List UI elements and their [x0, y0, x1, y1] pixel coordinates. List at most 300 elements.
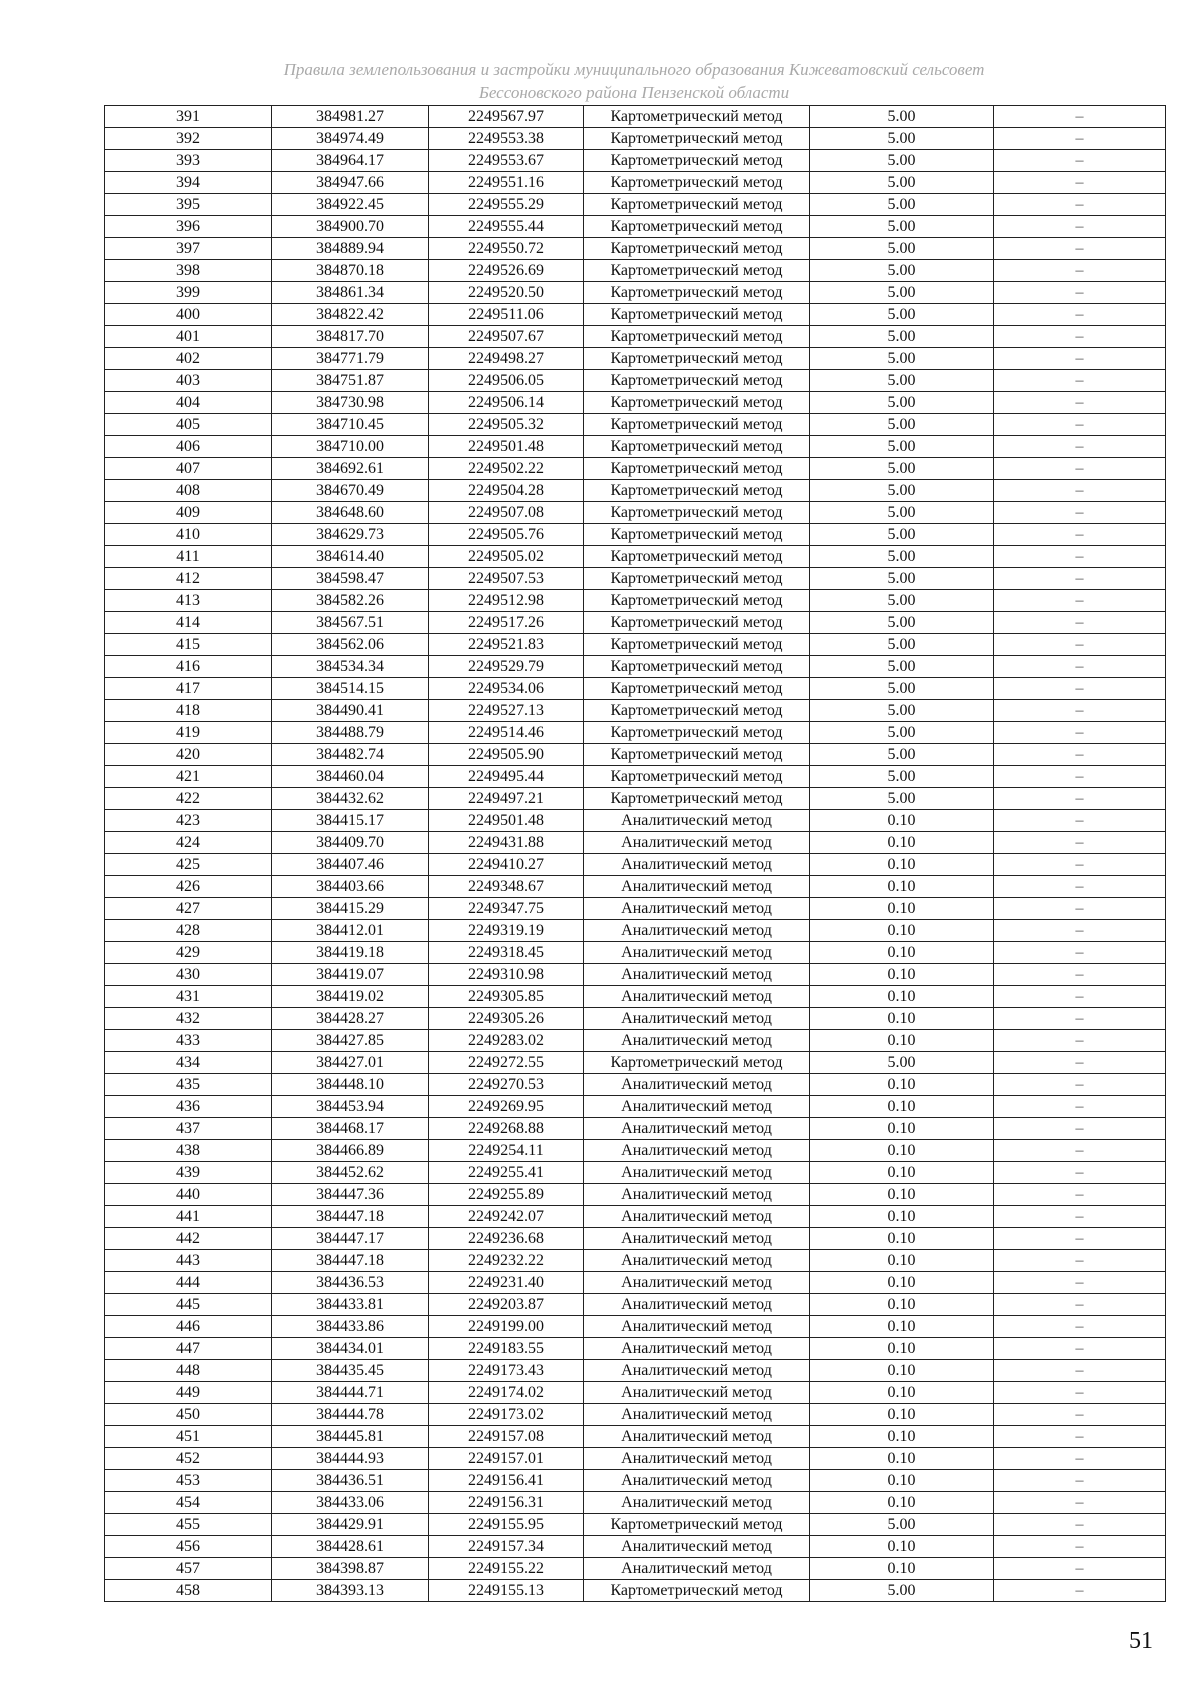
x-coordinate-cell: 384981.27 [272, 106, 429, 128]
accuracy-cell: 5.00 [810, 502, 994, 524]
y-coordinate-cell: 2249431.88 [429, 832, 584, 854]
x-coordinate-cell: 384447.17 [272, 1228, 429, 1250]
note-cell: – [994, 700, 1166, 722]
y-coordinate-cell: 2249495.44 [429, 766, 584, 788]
method-cell: Картометрический метод [584, 678, 810, 700]
accuracy-cell: 0.10 [810, 1492, 994, 1514]
y-coordinate-cell: 2249319.19 [429, 920, 584, 942]
accuracy-cell: 0.10 [810, 1118, 994, 1140]
y-coordinate-cell: 2249347.75 [429, 898, 584, 920]
method-cell: Картометрический метод [584, 568, 810, 590]
y-coordinate-cell: 2249236.68 [429, 1228, 584, 1250]
table-row [105, 260, 1166, 282]
note-cell: – [994, 788, 1166, 810]
accuracy-cell: 0.10 [810, 1426, 994, 1448]
table-row [105, 194, 1166, 216]
point-number-cell: 403 [105, 370, 272, 392]
x-coordinate-cell: 384433.06 [272, 1492, 429, 1514]
accuracy-cell: 0.10 [810, 1272, 994, 1294]
x-coordinate-cell: 384598.47 [272, 568, 429, 590]
x-coordinate-cell: 384974.49 [272, 128, 429, 150]
accuracy-cell: 0.10 [810, 920, 994, 942]
x-coordinate-cell: 384447.18 [272, 1206, 429, 1228]
table-row [105, 1316, 1166, 1338]
y-coordinate-cell: 2249173.02 [429, 1404, 584, 1426]
accuracy-cell: 5.00 [810, 1052, 994, 1074]
note-cell: – [994, 1118, 1166, 1140]
x-coordinate-cell: 384468.17 [272, 1118, 429, 1140]
table-row [105, 392, 1166, 414]
table-row [105, 1206, 1166, 1228]
note-cell: – [994, 920, 1166, 942]
table-row [105, 458, 1166, 480]
method-cell: Картометрический метод [584, 128, 810, 150]
point-number-cell: 425 [105, 854, 272, 876]
note-cell: – [994, 1580, 1166, 1602]
x-coordinate-cell: 384817.70 [272, 326, 429, 348]
y-coordinate-cell: 2249310.98 [429, 964, 584, 986]
y-coordinate-cell: 2249199.00 [429, 1316, 584, 1338]
note-cell: – [994, 106, 1166, 128]
x-coordinate-cell: 384432.62 [272, 788, 429, 810]
method-cell: Картометрический метод [584, 414, 810, 436]
accuracy-cell: 5.00 [810, 128, 994, 150]
method-cell: Аналитический метод [584, 1448, 810, 1470]
table-row [105, 634, 1166, 656]
point-number-cell: 435 [105, 1074, 272, 1096]
y-coordinate-cell: 2249305.85 [429, 986, 584, 1008]
accuracy-cell: 5.00 [810, 370, 994, 392]
accuracy-cell: 5.00 [810, 282, 994, 304]
table-row [105, 1382, 1166, 1404]
x-coordinate-cell: 384648.60 [272, 502, 429, 524]
x-coordinate-cell: 384567.51 [272, 612, 429, 634]
y-coordinate-cell: 2249501.48 [429, 436, 584, 458]
y-coordinate-cell: 2249232.22 [429, 1250, 584, 1272]
point-number-cell: 442 [105, 1228, 272, 1250]
accuracy-cell: 5.00 [810, 1514, 994, 1536]
y-coordinate-cell: 2249553.38 [429, 128, 584, 150]
method-cell: Картометрический метод [584, 502, 810, 524]
accuracy-cell: 0.10 [810, 1558, 994, 1580]
table-row [105, 1580, 1166, 1602]
table-row [105, 546, 1166, 568]
accuracy-cell: 5.00 [810, 392, 994, 414]
x-coordinate-cell: 384692.61 [272, 458, 429, 480]
x-coordinate-cell: 384415.17 [272, 810, 429, 832]
y-coordinate-cell: 2249173.43 [429, 1360, 584, 1382]
point-number-cell: 395 [105, 194, 272, 216]
x-coordinate-cell: 384482.74 [272, 744, 429, 766]
table-row [105, 1118, 1166, 1140]
note-cell: – [994, 568, 1166, 590]
accuracy-cell: 0.10 [810, 1074, 994, 1096]
table-row [105, 524, 1166, 546]
note-cell: – [994, 194, 1166, 216]
y-coordinate-cell: 2249527.13 [429, 700, 584, 722]
x-coordinate-cell: 384889.94 [272, 238, 429, 260]
table-row [105, 656, 1166, 678]
method-cell: Аналитический метод [584, 1492, 810, 1514]
table-row [105, 150, 1166, 172]
table-row [105, 172, 1166, 194]
accuracy-cell: 5.00 [810, 634, 994, 656]
method-cell: Аналитический метод [584, 1426, 810, 1448]
table-row [105, 1162, 1166, 1184]
y-coordinate-cell: 2249348.67 [429, 876, 584, 898]
accuracy-cell: 0.10 [810, 1228, 994, 1250]
note-cell: – [994, 1074, 1166, 1096]
table-row [105, 1052, 1166, 1074]
accuracy-cell: 5.00 [810, 700, 994, 722]
table-row [105, 678, 1166, 700]
table-row [105, 326, 1166, 348]
method-cell: Аналитический метод [584, 1206, 810, 1228]
point-number-cell: 417 [105, 678, 272, 700]
note-cell: – [994, 1272, 1166, 1294]
point-number-cell: 396 [105, 216, 272, 238]
accuracy-cell: 0.10 [810, 876, 994, 898]
point-number-cell: 421 [105, 766, 272, 788]
note-cell: – [994, 458, 1166, 480]
point-number-cell: 452 [105, 1448, 272, 1470]
method-cell: Аналитический метод [584, 1250, 810, 1272]
point-number-cell: 447 [105, 1338, 272, 1360]
table-row [105, 1272, 1166, 1294]
note-cell: – [994, 1382, 1166, 1404]
accuracy-cell: 5.00 [810, 106, 994, 128]
method-cell: Аналитический метод [584, 854, 810, 876]
accuracy-cell: 5.00 [810, 568, 994, 590]
accuracy-cell: 5.00 [810, 612, 994, 634]
accuracy-cell: 5.00 [810, 348, 994, 370]
table-row [105, 612, 1166, 634]
table-row [105, 1008, 1166, 1030]
point-number-cell: 430 [105, 964, 272, 986]
method-cell: Картометрический метод [584, 1514, 810, 1536]
point-number-cell: 397 [105, 238, 272, 260]
x-coordinate-cell: 384488.79 [272, 722, 429, 744]
x-coordinate-cell: 384427.85 [272, 1030, 429, 1052]
point-number-cell: 451 [105, 1426, 272, 1448]
table-row [105, 1360, 1166, 1382]
point-number-cell: 401 [105, 326, 272, 348]
point-number-cell: 444 [105, 1272, 272, 1294]
point-number-cell: 446 [105, 1316, 272, 1338]
note-cell: – [994, 1052, 1166, 1074]
x-coordinate-cell: 384751.87 [272, 370, 429, 392]
y-coordinate-cell: 2249529.79 [429, 656, 584, 678]
running-header [104, 58, 1164, 104]
y-coordinate-cell: 2249305.26 [429, 1008, 584, 1030]
x-coordinate-cell: 384412.01 [272, 920, 429, 942]
method-cell: Аналитический метод [584, 898, 810, 920]
table-row [105, 920, 1166, 942]
x-coordinate-cell: 384562.06 [272, 634, 429, 656]
point-number-cell: 419 [105, 722, 272, 744]
method-cell: Картометрический метод [584, 590, 810, 612]
x-coordinate-cell: 384436.53 [272, 1272, 429, 1294]
note-cell: – [994, 1360, 1166, 1382]
x-coordinate-cell: 384629.73 [272, 524, 429, 546]
point-number-cell: 398 [105, 260, 272, 282]
method-cell: Картометрический метод [584, 788, 810, 810]
x-coordinate-cell: 384393.13 [272, 1580, 429, 1602]
x-coordinate-cell: 384453.94 [272, 1096, 429, 1118]
method-cell: Картометрический метод [584, 656, 810, 678]
x-coordinate-cell: 384614.40 [272, 546, 429, 568]
x-coordinate-cell: 384433.86 [272, 1316, 429, 1338]
point-number-cell: 422 [105, 788, 272, 810]
note-cell: – [994, 634, 1166, 656]
point-number-cell: 431 [105, 986, 272, 1008]
y-coordinate-cell: 2249555.29 [429, 194, 584, 216]
accuracy-cell: 0.10 [810, 1294, 994, 1316]
accuracy-cell: 0.10 [810, 1096, 994, 1118]
table-row [105, 1514, 1166, 1536]
accuracy-cell: 5.00 [810, 722, 994, 744]
x-coordinate-cell: 384419.07 [272, 964, 429, 986]
point-number-cell: 443 [105, 1250, 272, 1272]
accuracy-cell: 0.10 [810, 942, 994, 964]
table-row [105, 1448, 1166, 1470]
x-coordinate-cell: 384514.15 [272, 678, 429, 700]
point-number-cell: 407 [105, 458, 272, 480]
point-number-cell: 410 [105, 524, 272, 546]
note-cell: – [994, 150, 1166, 172]
y-coordinate-cell: 2249183.55 [429, 1338, 584, 1360]
y-coordinate-cell: 2249504.28 [429, 480, 584, 502]
method-cell: Картометрический метод [584, 744, 810, 766]
note-cell: – [994, 590, 1166, 612]
y-coordinate-cell: 2249155.95 [429, 1514, 584, 1536]
y-coordinate-cell: 2249157.08 [429, 1426, 584, 1448]
note-cell: – [994, 524, 1166, 546]
running-header-line-2: Бессоновского района Пензенской области [478, 83, 790, 102]
note-cell: – [994, 436, 1166, 458]
table-row [105, 1074, 1166, 1096]
table-row [105, 1426, 1166, 1448]
point-number-cell: 439 [105, 1162, 272, 1184]
x-coordinate-cell: 384434.01 [272, 1338, 429, 1360]
point-number-cell: 416 [105, 656, 272, 678]
y-coordinate-cell: 2249157.01 [429, 1448, 584, 1470]
note-cell: – [994, 678, 1166, 700]
y-coordinate-cell: 2249521.83 [429, 634, 584, 656]
note-cell: – [994, 326, 1166, 348]
method-cell: Картометрический метод [584, 194, 810, 216]
point-number-cell: 450 [105, 1404, 272, 1426]
table-row [105, 238, 1166, 260]
page-number: 51 [1129, 1628, 1153, 1654]
method-cell: Картометрический метод [584, 282, 810, 304]
note-cell: – [994, 1184, 1166, 1206]
point-number-cell: 404 [105, 392, 272, 414]
method-cell: Аналитический метод [584, 1338, 810, 1360]
point-number-cell: 426 [105, 876, 272, 898]
method-cell: Аналитический метод [584, 1360, 810, 1382]
accuracy-cell: 5.00 [810, 216, 994, 238]
table-row [105, 1558, 1166, 1580]
point-number-cell: 455 [105, 1514, 272, 1536]
y-coordinate-cell: 2249555.44 [429, 216, 584, 238]
note-cell: – [994, 1162, 1166, 1184]
table-row [105, 1294, 1166, 1316]
table-row [105, 964, 1166, 986]
x-coordinate-cell: 384900.70 [272, 216, 429, 238]
table-row [105, 1338, 1166, 1360]
table-row [105, 1250, 1166, 1272]
accuracy-cell: 5.00 [810, 172, 994, 194]
method-cell: Картометрический метод [584, 436, 810, 458]
note-cell: – [994, 1030, 1166, 1052]
y-coordinate-cell: 2249268.88 [429, 1118, 584, 1140]
x-coordinate-cell: 384771.79 [272, 348, 429, 370]
x-coordinate-cell: 384415.29 [272, 898, 429, 920]
point-number-cell: 433 [105, 1030, 272, 1052]
point-number-cell: 394 [105, 172, 272, 194]
x-coordinate-cell: 384861.34 [272, 282, 429, 304]
table-row [105, 854, 1166, 876]
table-row [105, 370, 1166, 392]
note-cell: – [994, 216, 1166, 238]
y-coordinate-cell: 2249517.26 [429, 612, 584, 634]
note-cell: – [994, 128, 1166, 150]
note-cell: – [994, 656, 1166, 678]
note-cell: – [994, 502, 1166, 524]
method-cell: Аналитический метод [584, 1536, 810, 1558]
note-cell: – [994, 414, 1166, 436]
x-coordinate-cell: 384466.89 [272, 1140, 429, 1162]
x-coordinate-cell: 384419.18 [272, 942, 429, 964]
accuracy-cell: 5.00 [810, 480, 994, 502]
y-coordinate-cell: 2249497.21 [429, 788, 584, 810]
accuracy-cell: 0.10 [810, 1404, 994, 1426]
note-cell: – [994, 392, 1166, 414]
point-number-cell: 445 [105, 1294, 272, 1316]
method-cell: Картометрический метод [584, 524, 810, 546]
accuracy-cell: 0.10 [810, 1140, 994, 1162]
note-cell: – [994, 370, 1166, 392]
accuracy-cell: 5.00 [810, 744, 994, 766]
table-row [105, 1096, 1166, 1118]
note-cell: – [994, 722, 1166, 744]
y-coordinate-cell: 2249283.02 [429, 1030, 584, 1052]
accuracy-cell: 0.10 [810, 1382, 994, 1404]
accuracy-cell: 0.10 [810, 1536, 994, 1558]
x-coordinate-cell: 384428.27 [272, 1008, 429, 1030]
point-number-cell: 456 [105, 1536, 272, 1558]
method-cell: Аналитический метод [584, 1096, 810, 1118]
accuracy-cell: 0.10 [810, 854, 994, 876]
point-number-cell: 437 [105, 1118, 272, 1140]
accuracy-cell: 0.10 [810, 832, 994, 854]
point-number-cell: 448 [105, 1360, 272, 1382]
x-coordinate-cell: 384710.00 [272, 436, 429, 458]
method-cell: Картометрический метод [584, 766, 810, 788]
method-cell: Картометрический метод [584, 700, 810, 722]
table-row [105, 700, 1166, 722]
y-coordinate-cell: 2249551.16 [429, 172, 584, 194]
point-number-cell: 402 [105, 348, 272, 370]
table-row [105, 128, 1166, 150]
note-cell: – [994, 854, 1166, 876]
coordinates-table [104, 105, 1166, 1602]
x-coordinate-cell: 384452.62 [272, 1162, 429, 1184]
accuracy-cell: 5.00 [810, 766, 994, 788]
table-row [105, 876, 1166, 898]
x-coordinate-cell: 384490.41 [272, 700, 429, 722]
y-coordinate-cell: 2249155.13 [429, 1580, 584, 1602]
y-coordinate-cell: 2249155.22 [429, 1558, 584, 1580]
point-number-cell: 436 [105, 1096, 272, 1118]
accuracy-cell: 5.00 [810, 546, 994, 568]
note-cell: – [994, 1426, 1166, 1448]
note-cell: – [994, 480, 1166, 502]
note-cell: – [994, 1206, 1166, 1228]
note-cell: – [994, 172, 1166, 194]
table-row [105, 436, 1166, 458]
note-cell: – [994, 1294, 1166, 1316]
method-cell: Аналитический метод [584, 986, 810, 1008]
method-cell: Картометрический метод [584, 634, 810, 656]
point-number-cell: 418 [105, 700, 272, 722]
y-coordinate-cell: 2249567.97 [429, 106, 584, 128]
table-row [105, 942, 1166, 964]
note-cell: – [994, 1558, 1166, 1580]
accuracy-cell: 5.00 [810, 326, 994, 348]
method-cell: Аналитический метод [584, 1074, 810, 1096]
note-cell: – [994, 1228, 1166, 1250]
y-coordinate-cell: 2249318.45 [429, 942, 584, 964]
accuracy-cell: 5.00 [810, 1580, 994, 1602]
table-row [105, 1030, 1166, 1052]
point-number-cell: 420 [105, 744, 272, 766]
accuracy-cell: 0.10 [810, 1250, 994, 1272]
method-cell: Картометрический метод [584, 150, 810, 172]
method-cell: Аналитический метод [584, 964, 810, 986]
method-cell: Аналитический метод [584, 1228, 810, 1250]
method-cell: Аналитический метод [584, 1140, 810, 1162]
x-coordinate-cell: 384534.34 [272, 656, 429, 678]
note-cell: – [994, 304, 1166, 326]
table-row [105, 304, 1166, 326]
method-cell: Аналитический метод [584, 920, 810, 942]
method-cell: Картометрический метод [584, 326, 810, 348]
point-number-cell: 454 [105, 1492, 272, 1514]
y-coordinate-cell: 2249255.41 [429, 1162, 584, 1184]
y-coordinate-cell: 2249507.53 [429, 568, 584, 590]
y-coordinate-cell: 2249157.34 [429, 1536, 584, 1558]
method-cell: Аналитический метод [584, 1558, 810, 1580]
table-row [105, 810, 1166, 832]
x-coordinate-cell: 384448.10 [272, 1074, 429, 1096]
x-coordinate-cell: 384444.78 [272, 1404, 429, 1426]
x-coordinate-cell: 384582.26 [272, 590, 429, 612]
x-coordinate-cell: 384822.42 [272, 304, 429, 326]
accuracy-cell: 0.10 [810, 1316, 994, 1338]
y-coordinate-cell: 2249231.40 [429, 1272, 584, 1294]
table-row [105, 502, 1166, 524]
y-coordinate-cell: 2249506.14 [429, 392, 584, 414]
table-row [105, 480, 1166, 502]
x-coordinate-cell: 384444.93 [272, 1448, 429, 1470]
point-number-cell: 429 [105, 942, 272, 964]
note-cell: – [994, 1338, 1166, 1360]
y-coordinate-cell: 2249553.67 [429, 150, 584, 172]
note-cell: – [994, 612, 1166, 634]
accuracy-cell: 0.10 [810, 898, 994, 920]
